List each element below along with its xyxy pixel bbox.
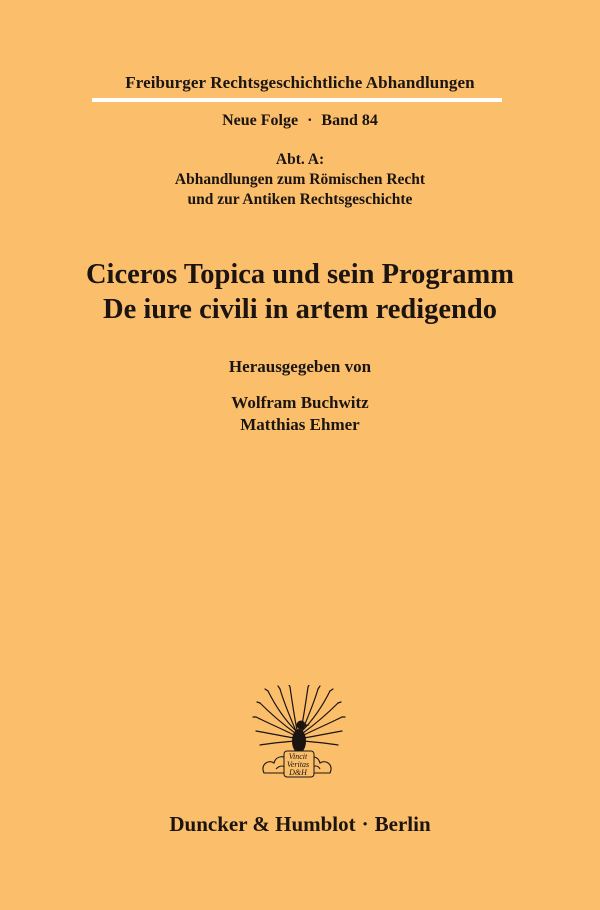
logo-motto-1: Vincit — [288, 752, 308, 761]
publisher-line — [0, 812, 600, 837]
phoenix-emblem-icon — [246, 685, 350, 781]
series-title: Freiburger Rechtsgeschichtliche Abhandlungen — [125, 73, 475, 92]
series-volume — [0, 112, 600, 130]
book-title-line-2: De iure civili in artem redigendo — [103, 294, 497, 325]
section-label: Abt. A: — [275, 151, 325, 168]
logo-motto-2: Veritas — [286, 760, 310, 769]
divider-rule — [92, 98, 502, 102]
section-info — [0, 150, 600, 210]
separator-dot: · — [307, 112, 313, 129]
publisher-city: Berlin — [374, 812, 431, 836]
editor-name: Matthias Ehmer — [240, 415, 360, 434]
section-line-1: Abhandlungen zum Römischen Recht — [174, 171, 426, 188]
book-title — [0, 257, 600, 327]
editor-name: Wolfram Buchwitz — [231, 393, 369, 412]
editor-label: Herausgegeben von — [228, 357, 372, 376]
series-folge: Neue Folge — [222, 112, 299, 129]
publisher-name: Duncker & Humblot — [169, 812, 356, 836]
section-line-2: und zur Antiken Rechtsgeschichte — [187, 191, 413, 208]
series-band: Band 84 — [321, 112, 378, 129]
separator-dot: · — [361, 812, 369, 836]
logo-motto-3: D&H — [289, 768, 307, 777]
editor-names — [0, 392, 600, 436]
book-title-line-1: Ciceros Topica und sein Programm — [85, 259, 515, 290]
